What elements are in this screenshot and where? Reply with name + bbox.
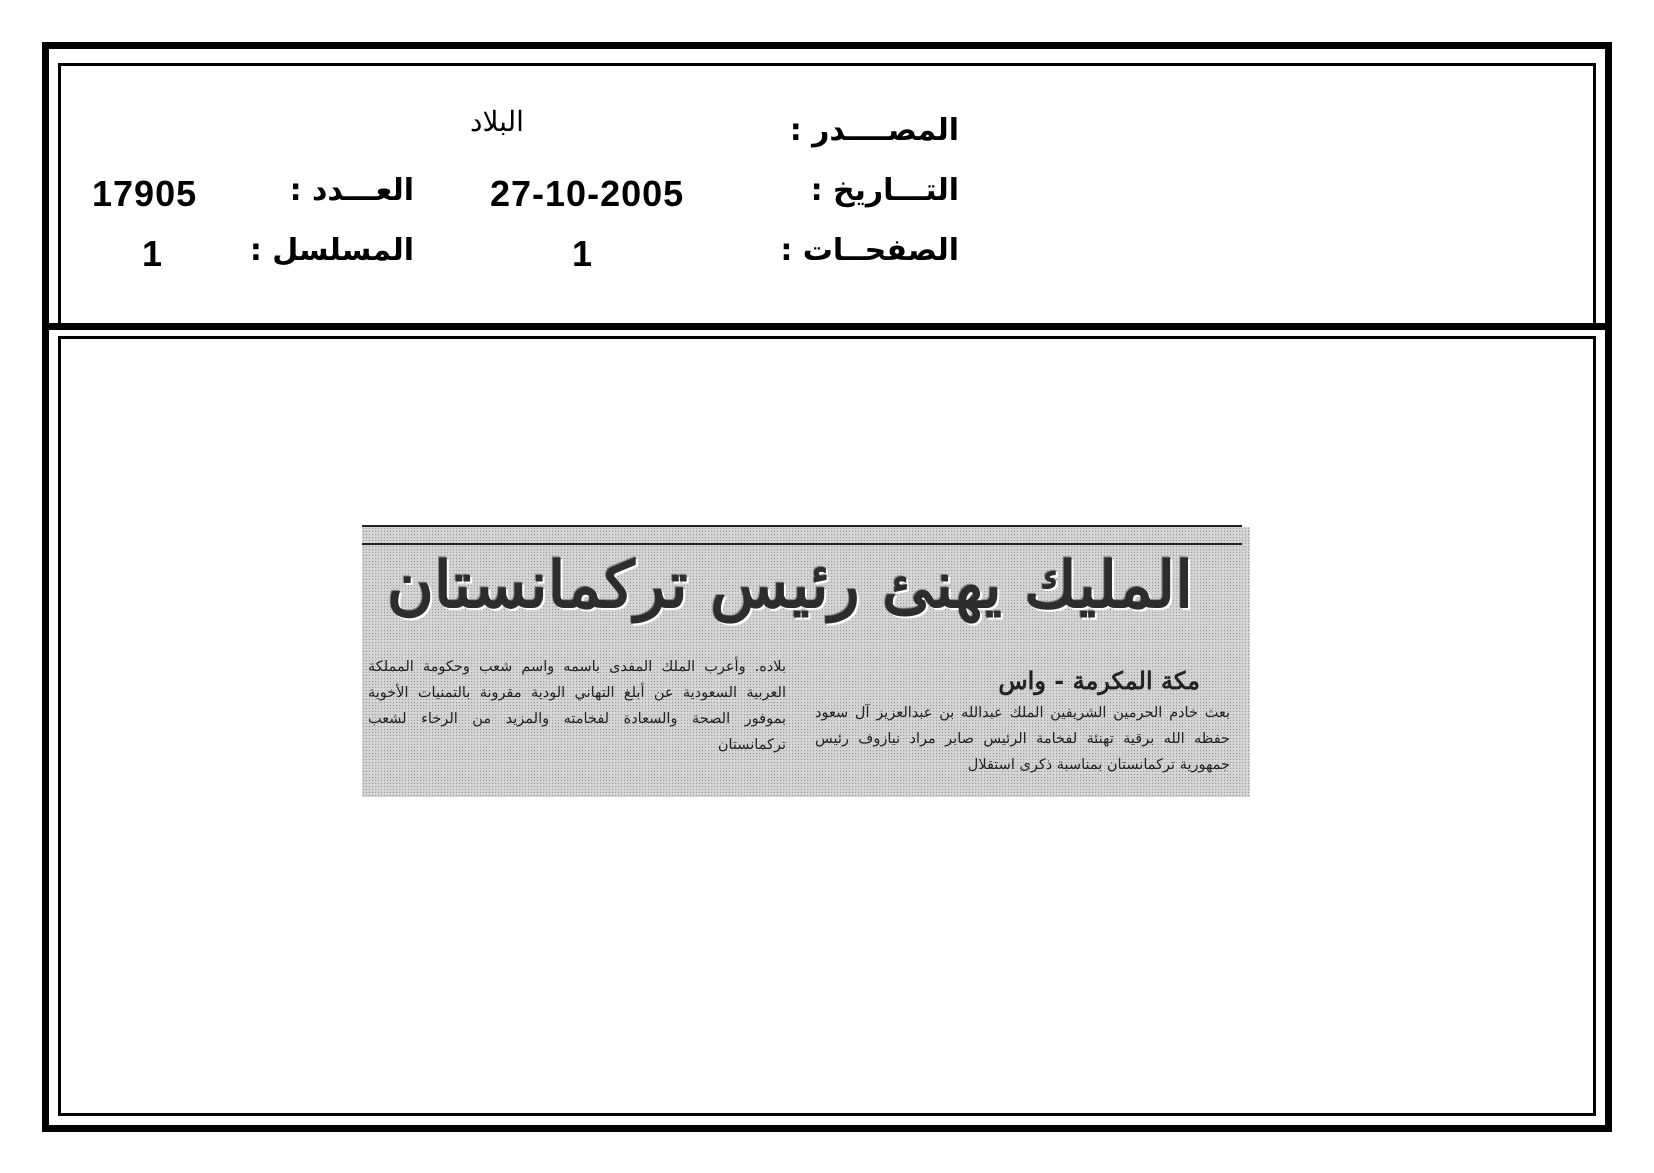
clipping-column-left: بلاده. وأعرب الملك المفدى باسمه واسم شعب وحكومة المملكة العربية السعودية عن أبلغ التهاني الودية مقرونة بالتمنيات الأخوية بموفور الصحة والسعادة لفخامته والمزيد من الرخاء لشعب تركمانستان xyxy=(368,659,786,753)
clipping-second-rule xyxy=(362,543,1242,545)
issue-label: العـــدد : xyxy=(289,173,414,208)
pages-value: 1 xyxy=(572,233,594,274)
date-label: التـــاريخ : xyxy=(810,173,959,208)
header-divider xyxy=(49,323,1605,330)
source-value: البلاد xyxy=(470,105,524,138)
date-value: 27-10-2005 xyxy=(490,173,685,214)
clipping-dateline: مكة المكرمة - واس xyxy=(998,666,1200,695)
serial-label: المسلسل : xyxy=(249,233,414,268)
pages-label: الصفحــات : xyxy=(780,233,959,268)
issue-value: 17905 xyxy=(92,173,198,214)
clipping-headline: المليك يهنئ رئيس تركمانستان xyxy=(387,548,1193,623)
serial-value: 1 xyxy=(142,233,164,274)
clipping-column-right: بعث خادم الحرمين الشريفين الملك عبدالله بن عبدالعزيز آل سعود حفظه الله برقية تهنئة لفخامة الرئيس صابر مراد نيازوف رئيس جمهورية تركمانستان بمناسبة ذكرى استقلال xyxy=(815,705,1230,773)
source-label: المصــــدر : xyxy=(789,113,959,148)
